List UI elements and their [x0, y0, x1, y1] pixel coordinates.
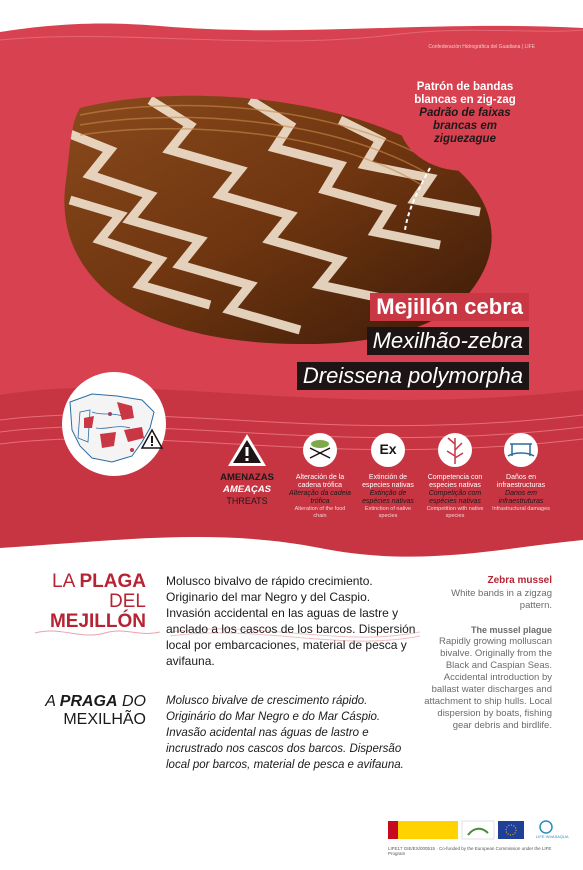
name-es: Mejillón cebra — [370, 293, 529, 321]
threats-title-en: THREATS — [226, 496, 268, 506]
threat-extinction-en: Extinction of native species — [364, 506, 412, 519]
threat-food-chain-pt: Alteração da cadeia trófica — [289, 490, 351, 505]
funding-logos — [388, 819, 568, 843]
plague-text-es: Molusco bivalvo de rápido crecimiento. Originario del mar Negro y del Caspio. Invasión accidental en las aguas de lastre y anclado a los cascos de los barcos. Dispersión local por embarcaciones, material de pesca y avifauna. — [166, 574, 416, 668]
plague-title-pt-1b: PRAGA — [59, 693, 118, 710]
credit-text: Confederación Hidrográfica del Guadiana | LIFE — [428, 44, 535, 50]
threat-extinction-es: Extinción de especies nativas — [362, 474, 414, 489]
name-pt: Mexilhão-zebra — [367, 327, 529, 355]
threats-title-es: AMENAZAS — [220, 472, 274, 483]
threat-competition-es: Competencia con especies nativas — [427, 474, 483, 489]
plague-title-es-2b: MEJILLÓN — [49, 611, 146, 632]
threat-infrastructure-en: Infrastructural damages — [492, 506, 550, 512]
plague-title-es-1a: LA — [52, 571, 80, 592]
life-logo-text: LIFE INVASAQUA — [536, 834, 569, 839]
threat-extinction-pt: Extinção de espécies nativas — [362, 490, 414, 505]
plague-title-es-2a: DEL — [109, 591, 146, 612]
plague-text-pt: Molusco bivalve de crescimento rápido. Originário do Mar Negro e do Mar Cáspio. Invasão acidental nas águas de lastro e incrustrado nos cascos dos barcos. Dispersão local por barcos, material de pesca e avifauna. — [166, 695, 404, 771]
plague-title-pt-1a: A — [45, 693, 60, 710]
english-text-2: Rapidly growing molluscan bivalve. Originally from the Black and Caspian Seas. Accidental introduction by ballast water discharges and attachment to ship hulls. Local dispersion by boats, fishing gear debris and birdlife. — [424, 636, 552, 731]
threat-infrastructure-es: Daños en infraestructuras — [496, 474, 546, 489]
english-text-1: White bands in a zigzag pattern. — [451, 588, 552, 611]
threat-food-chain-es: Alteración de la cadena trófica — [295, 474, 345, 489]
threat-competition-pt: Competição com espécies nativas — [428, 490, 482, 505]
name-scientific: Dreissena polymorpha — [297, 362, 529, 390]
callout-es-text: Patrón de bandas blancas en zig-zag — [414, 81, 516, 106]
english-heading-1: Zebra mussel — [487, 575, 552, 586]
plague-title-es — [30, 572, 146, 632]
threat-food-chain-en: Alteration of the food chain — [294, 506, 346, 519]
threat-infrastructure-pt: Danos em infraestruturas — [498, 490, 544, 505]
threat-competition-en: Competition with native species — [426, 506, 484, 519]
plague-title-pt-1c: DO — [117, 693, 146, 710]
threats-title-pt: AMEAÇAS — [222, 484, 272, 495]
callout-pt-text: Padrão de faixas brancas em ziguezague — [419, 107, 511, 145]
plague-title-es-1b: PLAGA — [79, 571, 146, 592]
footer-text: LIFE17 GIE/ES/000515 · Co-funded by the European Commission under the LIFE Program — [388, 846, 552, 856]
plague-title-pt-2: MEXILHÃO — [63, 711, 146, 728]
extinction-ex-icon: Ex — [379, 441, 397, 457]
english-heading-2: The mussel plague — [470, 625, 552, 635]
plague-title-pt — [30, 693, 146, 729]
